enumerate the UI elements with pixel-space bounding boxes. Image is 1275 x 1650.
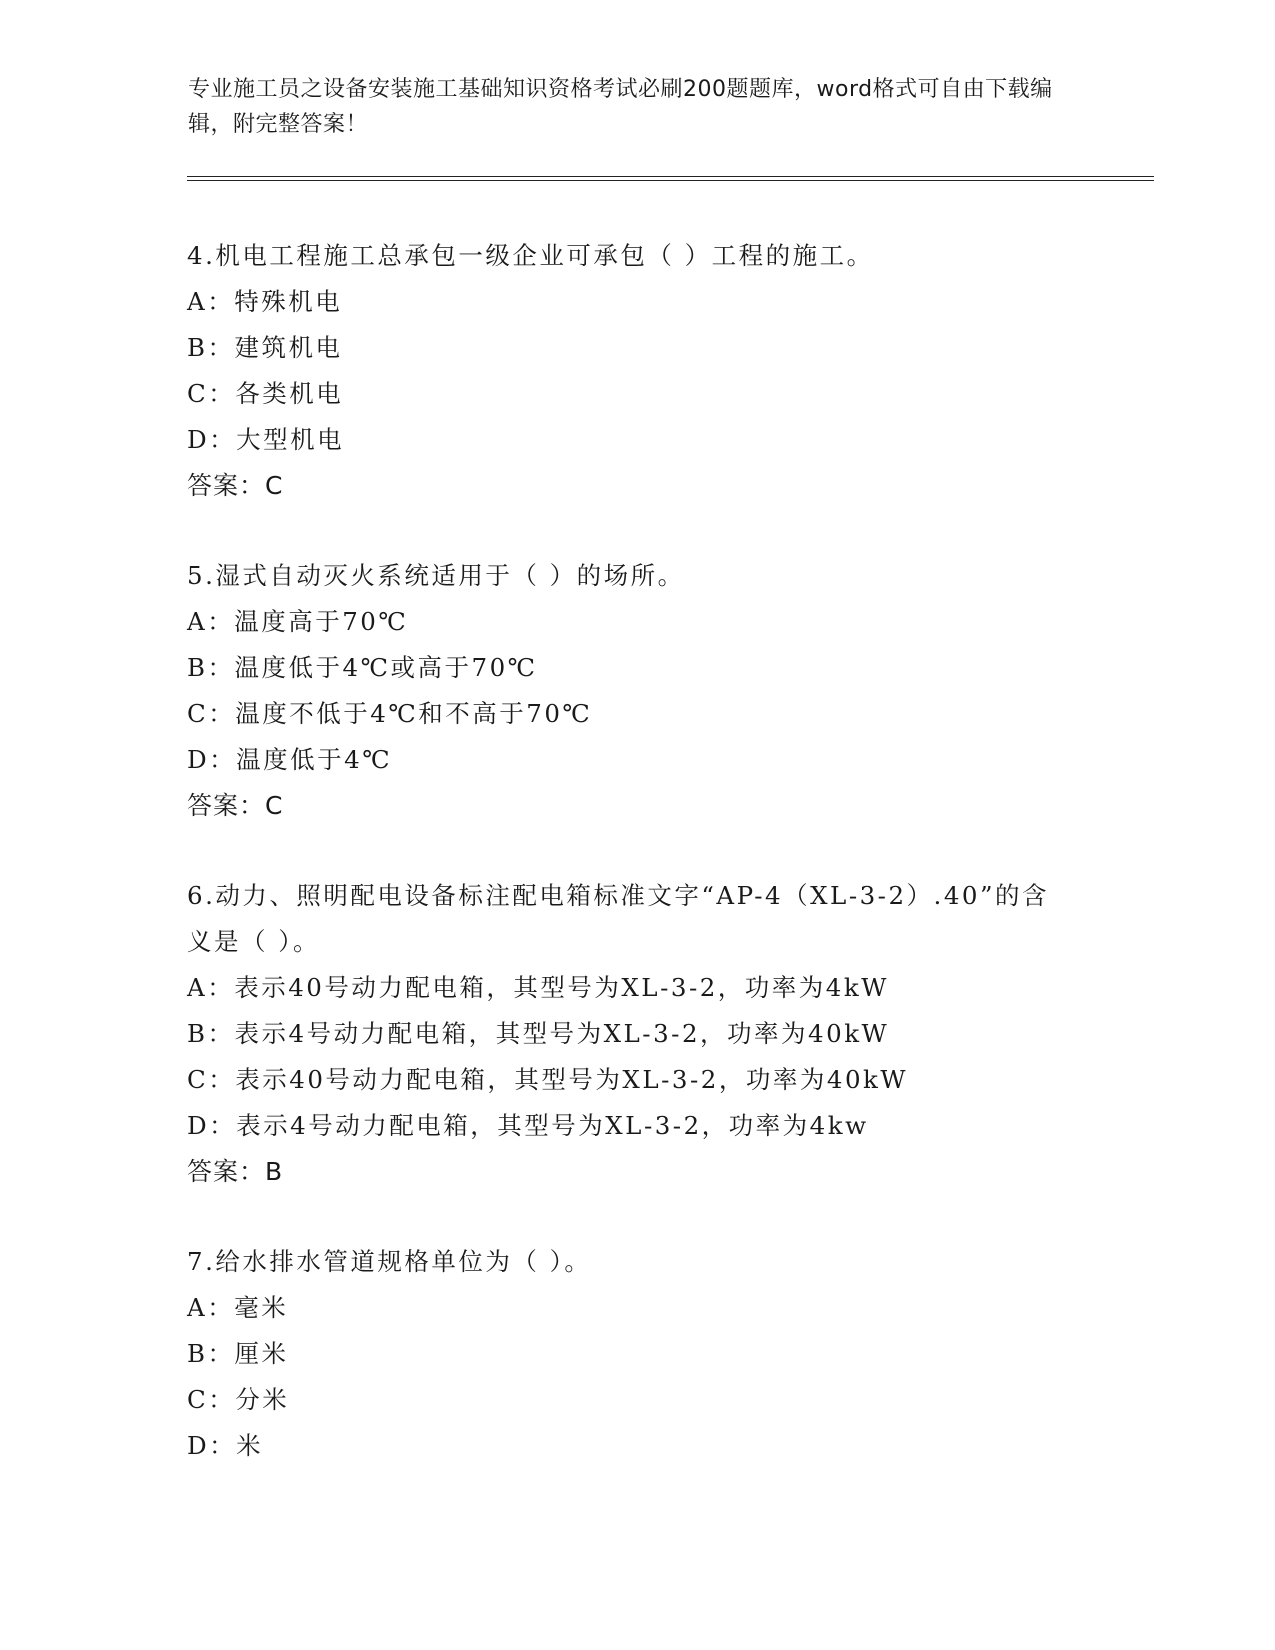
option-b: B：温度低于4℃或高于70℃ [187, 653, 538, 682]
header-divider-top [187, 176, 1154, 177]
option-d: D：米 [187, 1431, 264, 1460]
question-item [187, 233, 1087, 509]
option-b: B：表示4号动力配电箱，其型号为XL-3-2，功率为40kW [187, 1019, 890, 1048]
option-a: A：温度高于70℃ [187, 607, 409, 636]
question-item [187, 1239, 1087, 1469]
question-stem: 7.给水排水管道规格单位为（ ）。 [187, 1247, 592, 1276]
question-stem: 4.机电工程施工总承包一级企业可承包（ ）工程的施工。 [187, 241, 874, 270]
option-b: B：建筑机电 [187, 333, 343, 362]
document-header: 专业施工员之设备安装施工基础知识资格考试必刷200题题库，word格式可自由下载编辑，附完整答案！ [188, 77, 1053, 137]
option-a: A：毫米 [187, 1293, 289, 1322]
question-item [187, 553, 1087, 829]
question-stem: 5.湿式自动灭火系统适用于（ ）的场所。 [187, 561, 685, 590]
option-c: C：各类机电 [187, 379, 344, 408]
answer-line: 答案：C [187, 471, 284, 500]
option-a: A：特殊机电 [187, 287, 343, 316]
answer-line: 答案：C [187, 791, 284, 820]
option-c: C：分米 [187, 1385, 290, 1414]
option-c: C：表示40号动力配电箱，其型号为XL-3-2，功率为40kW [187, 1065, 909, 1094]
option-a: A：表示40号动力配电箱，其型号为XL-3-2，功率为4kW [187, 973, 889, 1002]
question-item [187, 873, 1087, 1195]
option-b: B：厘米 [187, 1339, 289, 1368]
option-d: D：大型机电 [187, 425, 345, 454]
header-divider-bottom [187, 180, 1154, 181]
option-d: D：温度低于4℃ [187, 745, 393, 774]
option-c: C：温度不低于4℃和不高于70℃ [187, 699, 593, 728]
answer-line: 答案：B [187, 1157, 284, 1186]
option-d: D：表示4号动力配电箱，其型号为XL-3-2，功率为4kw [187, 1111, 869, 1140]
question-stem: 6.动力、照明配电设备标注配电箱标准文字“AP-4（XL-3-2）.40”的含义是（ ）。 [187, 881, 1050, 956]
question-list [187, 233, 1087, 1513]
